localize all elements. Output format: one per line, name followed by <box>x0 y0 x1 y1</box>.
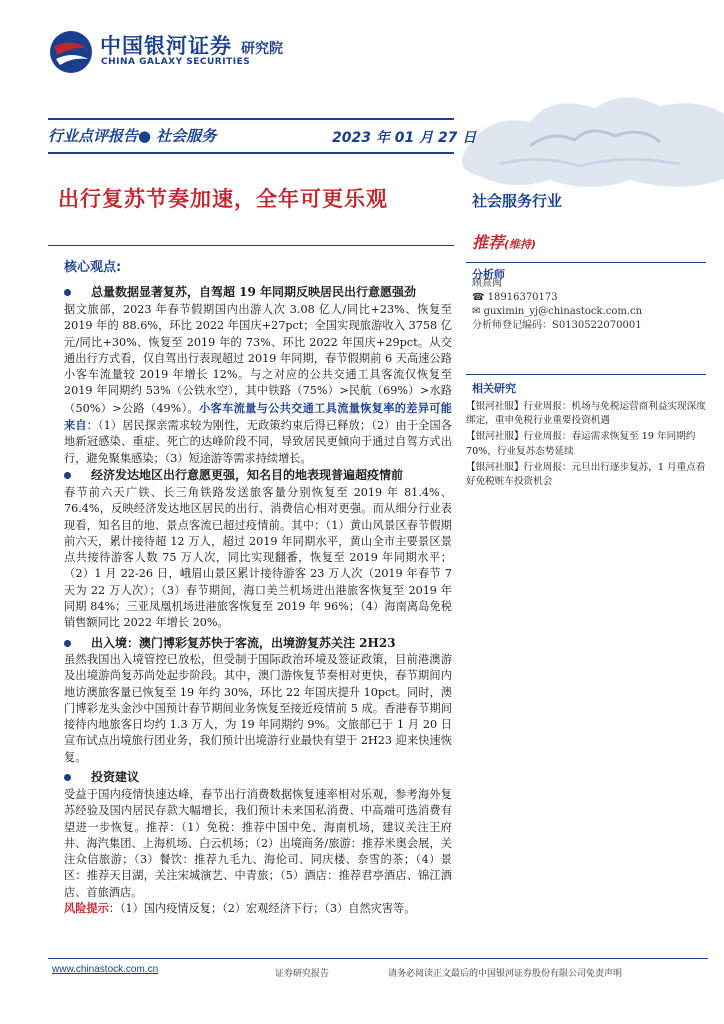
analyst-rule <box>466 262 706 263</box>
header-rule-top <box>48 118 454 120</box>
related-list <box>466 400 706 491</box>
section-heading-2-text: 经济发达地区出行意愿更强，知名目的地表现普遍超疫情前 <box>91 468 404 482</box>
footer-rule <box>48 958 708 959</box>
analyst-heading: 分析师 <box>472 268 505 281</box>
related-heading: 相关研究 <box>472 382 516 395</box>
institute-label: 研究院 <box>241 41 283 57</box>
section-paragraph-4: 受益于国内疫情快速达峰，春节出行消费数据恢复速率相对乐观，参考海外复苏经验及国内居民存款大幅增长，我们预计未来国私消费、中高端可选消费有望进一步恢复。推荐：（1）免税：推荐中国中免、海南机场，建议关注王府井、海汽集团、上海机场、白云机场；（2）出境商务/旅游：推荐米奥会展，关注众信旅游；（3）餐饮：推荐九毛九、海伦司、同庆楼、奈雪的茶；（4）景区：推荐天目湖，关注宋城演艺、中青旅；（5）酒店：推荐君亭酒店、锦江酒店、首旅酒店。 <box>64 788 452 899</box>
related-rule <box>466 374 706 375</box>
phone-number: 18916370173 <box>487 292 558 303</box>
related-item[interactable]: 【银河社服】行业周报：机场与免税运营商利益实现深度绑定，重申免税行业重要投资机遇 <box>466 401 706 427</box>
bullet-icon <box>64 472 71 479</box>
footer-url-link[interactable]: www.chinastock.com.cn <box>52 964 159 975</box>
section-heading-3 <box>64 634 456 651</box>
analyst-phone <box>472 291 558 305</box>
bullet-icon <box>64 640 71 647</box>
rating-value: 推荐 <box>472 233 505 252</box>
p1-part-a: 据文旅部，2023 年春节假期国内出游人次 3.08 亿人/同比+23%、恢复至 2019 年的 88.6%，环比 2022 年国庆+27pct；全国实现旅游收入 3758 亿元/同比+30%、恢复至 2019 年的 73%、环比 2022 年国庆+29pct。从交通出行方式看，仅自驾出行表现超过 2019 年同期，春节假期前 6 天高速公路小客车流量较 2019 年增长 12%。与之对应的公共交通工具客流仅恢复至 2019 年同期约 53%（公铁水空），其中铁路（75%）>民航（69%）>水路（50%）>公路（49%）。 <box>64 303 452 415</box>
core-view-label: 核心观点: <box>64 260 122 275</box>
footer-disclaimer: 请务必阅读正文最后的中国银河证券股份有限公司免责声明 <box>388 969 623 979</box>
risk-text: ：（1）国内疫情反复；（2）宏观经济下行；（3）自然灾害等。 <box>108 902 416 915</box>
analyst-name: 顾熹闽 <box>472 278 502 289</box>
risk-warning <box>64 900 415 916</box>
analyst-email[interactable] <box>472 305 642 319</box>
header-rule-bottom <box>48 152 454 154</box>
industry-name: 社会服务行业 <box>472 192 563 210</box>
email-address[interactable]: guximin_yj@chinastock.com.cn <box>483 306 643 317</box>
section-heading-1-text: 总量数据显著复苏，自驾超 19 年同期反映居民出行意愿强劲 <box>91 285 417 299</box>
section-heading-1 <box>64 283 456 300</box>
galaxy-logo-icon <box>48 29 94 75</box>
p1-emphasis: 小客车流量与公共交通工具流量恢复率的差异可能来自 <box>64 400 452 433</box>
section-heading-2 <box>64 466 456 483</box>
section-heading-4 <box>64 768 456 785</box>
section-paragraph-3: 虽然我国出入境管控已放松，但受制于国际政治环境及签证政策，目前港澳游及出境游尚复苏尚处起步阶段。其中，澳门游恢复节奏相对更快，春节期间内地访澳旅客量已恢复至 19 年约 30%，环比 22 年国庆提升 10pct。同时，澳门博彩龙头金沙中国预计春节期间业务恢复至接近疫情前 5 成。香港春节期间接待内地旅客日均约 1.3 万人，为 19 年同期约 9%。文旅部已于 1 月 20 日宣布试点出境旅行团业务，我们预计出境游行业最快有望于 2H23 迎来快速恢复。 <box>64 653 452 764</box>
section-paragraph-2: 春节前六天广铁、长三角铁路发送旅客量分别恢复至 2019 年 81.4%、76.4%，反映经济发达地区居民的出行、消费信心相对更强。而从细分行业表现看，知名目的地、景点客流已超过疫情前。其中：（1）黄山风景区春节假期前六天，累计接待超 12 万人，超过 2019 年同期水平，黄山全市主要景区景点共接待游客人数 75 万人次，同比实现翻番，恢复至 2019 年同期水平；（2）1 月 22-26 日，峨眉山景区累计接待游客 23 万人次（2019 年春节 7 天为 22 万人次）；（3）春节期间，海口美兰机场进出港旅客恢复至 2019 年同期 84%；三亚凤凰机场进港旅客恢复至 2019 年 96%；（4）海南离岛免税销售额同比 2022 年增长 20%。 <box>64 486 452 630</box>
phone-icon: ☎ <box>472 292 488 303</box>
bullet-icon <box>64 289 71 296</box>
section-heading-4-text: 投资建议 <box>91 770 140 784</box>
section-paragraph-1 <box>64 302 452 467</box>
footer-doc-type: 证券研究报告 <box>275 969 330 979</box>
report-date: 2023 年 01 月 27 日 <box>332 130 477 146</box>
p1-part-c: ：（1）居民探亲需求较为刚性，无政策约束后得已释放；（2）由于全国各地新冠感染、重症、死亡的达峰阶段不同，导致居民更倾向于通过自驾方式出行，避免聚集感染；（3）短途游等需求持续增长。 <box>64 419 452 465</box>
title-rule <box>48 245 454 246</box>
bullet-icon <box>64 774 71 781</box>
report-title: 出行复苏节奏加速，全年可更乐观 <box>58 186 388 211</box>
risk-label: 风险提示 <box>64 901 109 915</box>
rating <box>472 230 536 253</box>
analyst-reg-no: 分析师登记编码：S0130522070001 <box>472 320 642 331</box>
related-item[interactable]: 【银河社服】行业周报：春运需求恢复至 19 年同期约 70%，行业复苏态势延续 <box>466 431 696 457</box>
rating-note: (维持) <box>504 238 537 251</box>
related-item[interactable]: 【银河社服】行业周报：元旦出行逐步复苏，1 月重点看好免税赃车投资机会 <box>466 461 706 488</box>
report-type: 行业点评报告● 社会服务 <box>48 127 217 145</box>
brand-name-cn: 中国银河证券 <box>100 34 232 58</box>
section-heading-3-text: 出入境：澳门博彩复苏快于客流，出境游复苏关注 2H23 <box>91 636 396 650</box>
brand-name-en: CHINA GALAXY SECURITIES <box>101 57 251 67</box>
email-icon: ✉ <box>472 306 484 317</box>
